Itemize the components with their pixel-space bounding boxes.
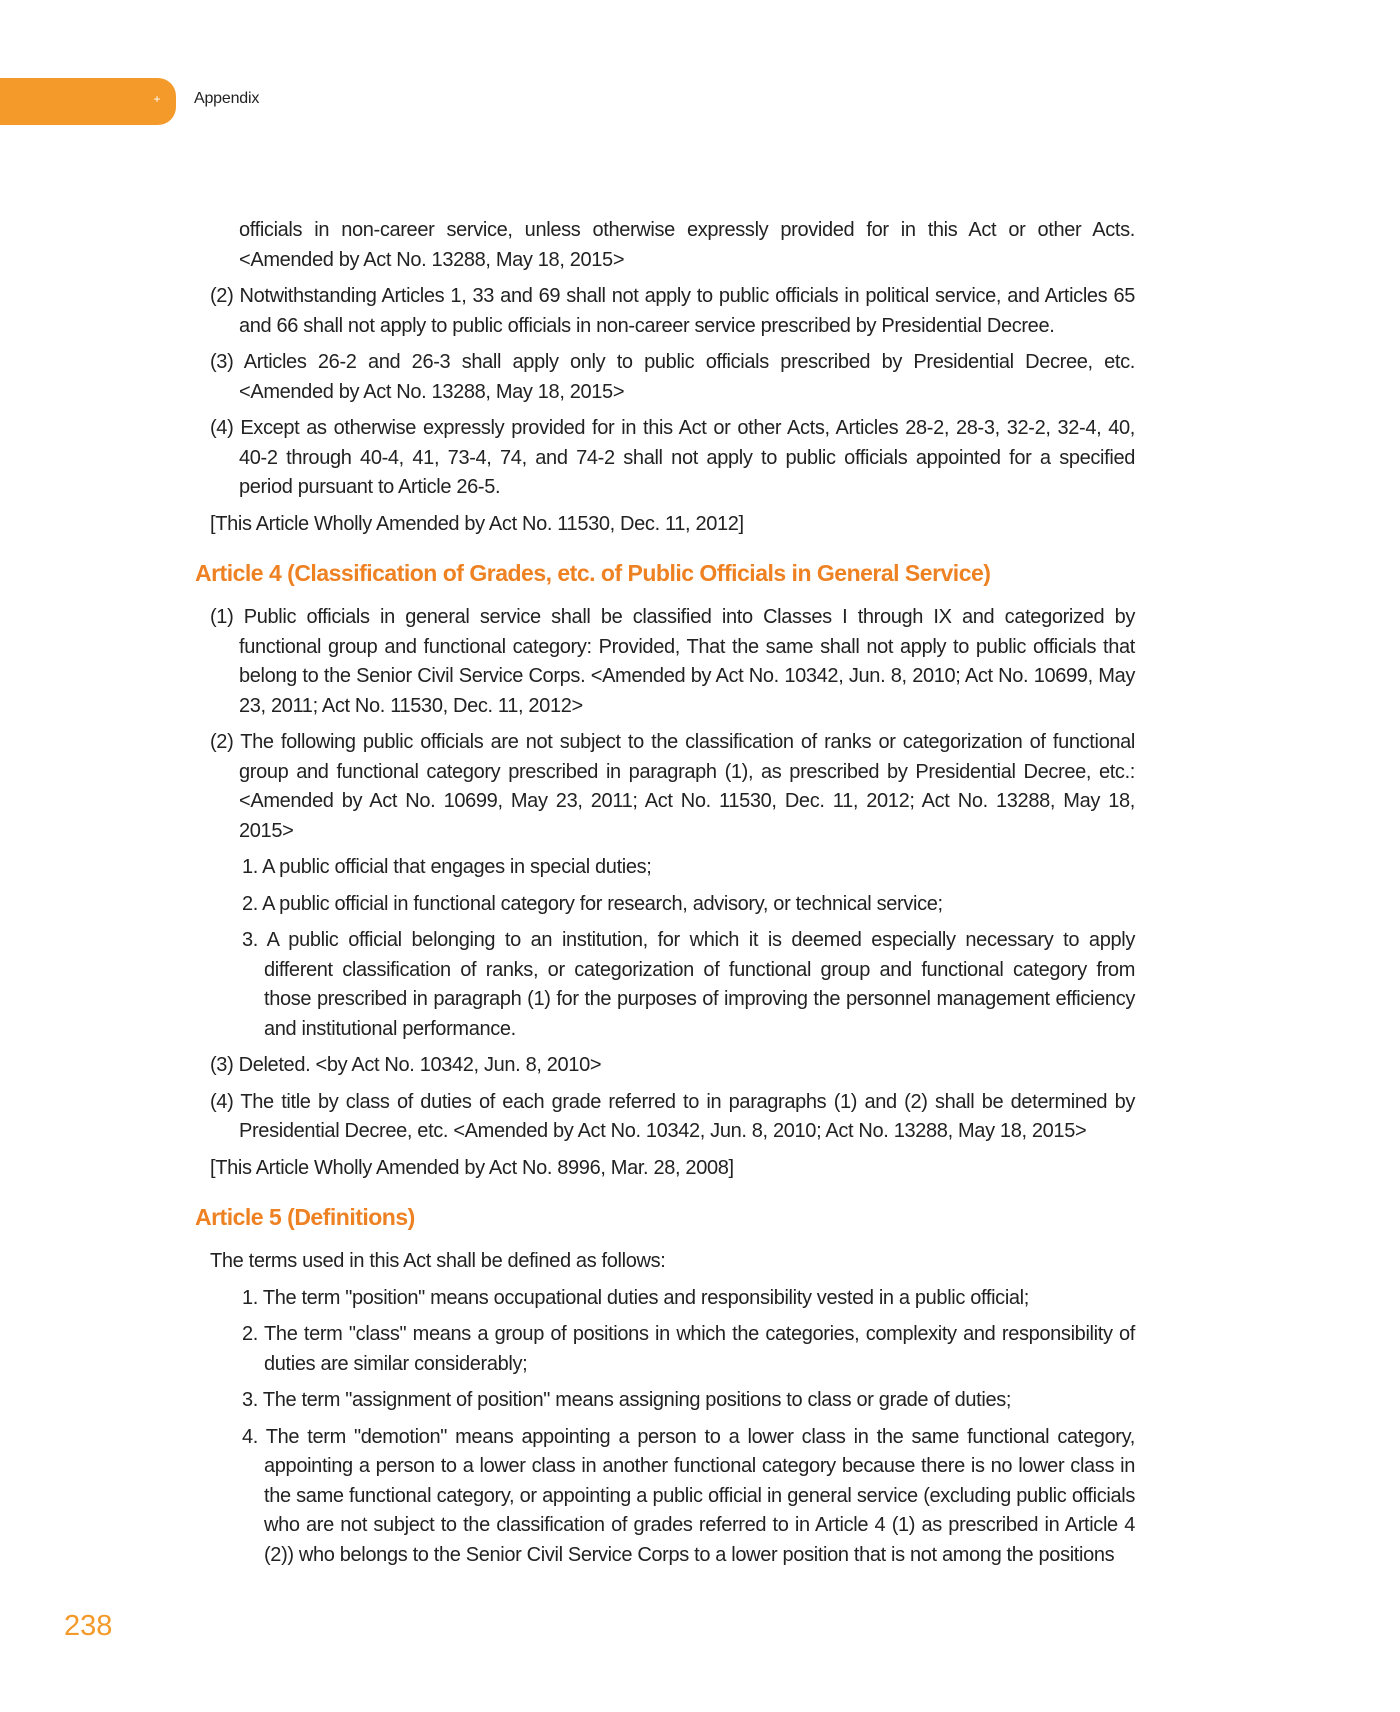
article-4-item-1: (1) Public officials in general service shall be classified into Classes I through IX and categorized by functional group and functional category: Provided, That the same shall not apply to public officials that belong to the Senior Civil Service Corps. <Amended by Act No. 10342, Jun. 8, 2010; Act No. 10699, May 23, 2011; Act No. 11530, Dec. 11, 2012> <box>210 606 1135 717</box>
article-3-item-2: (2) Notwithstanding Articles 1, 33 and 69 shall not apply to public officials in political service, and Articles 65 and 66 shall not apply to public officials in non-career service prescribed by Presidential Decree. <box>210 285 1135 337</box>
article-4-item-3: (3) Deleted. <by Act No. 10342, Jun. 8, 2010> <box>210 1054 602 1076</box>
page-number: 238 <box>64 1610 113 1642</box>
continued-paragraph: officials in non-career service, unless otherwise expressly provided for in this Act or other Acts. <Amended by Act No. 13288, May 18, 2015> <box>239 219 1135 271</box>
article-5-subitem-1: 1. The term "position" means occupational duties and responsibility vested in a public official; <box>242 1286 1029 1309</box>
article-3-note: [This Article Wholly Amended by Act No. 11530, Dec. 11, 2012] <box>210 512 744 535</box>
article-5-intro: The terms used in this Act shall be defined as follows: <box>210 1250 666 1272</box>
header-tab <box>0 78 176 125</box>
article-4-heading: Article 4 (Classification of Grades, etc. of Public Officials in General Service) <box>195 560 991 586</box>
section-label: Appendix <box>194 90 260 107</box>
article-4-subitem-2: 2. A public official in functional category for research, advisory, or technical service; <box>242 892 943 915</box>
article-5-subitem-3: 3. The term "assignment of position" means assigning positions to class or grade of duties; <box>242 1389 1012 1411</box>
article-3-item-3: (3) Articles 26-2 and 26-3 shall apply only to public officials prescribed by Presidential Decree, etc. <Amended by Act No. 13288, May 18, 2015> <box>210 351 1135 403</box>
article-4-subitem-1: 1. A public official that engages in special duties; <box>242 856 652 878</box>
header-marker: + <box>153 92 161 106</box>
document-body <box>195 216 1135 1577</box>
article-5-heading: Article 5 (Definitions) <box>195 1204 415 1230</box>
article-4-subitem-3: 3. A public official belonging to an institution, for which it is deemed especially necessary to apply different classification of ranks, or categorization of functional group and functional category from those prescribed in paragraph (1) for the purposes of improving the personnel management efficiency and institutional performance. <box>242 929 1135 1040</box>
article-3-item-4: (4) Except as otherwise expressly provided for in this Act or other Acts, Articles 28-2, 28-3, 32-2, 32-4, 40, 40-2 through 40-4, 41, 73-4, 74, and 74-2 shall not apply to public officials appointed for a specified period pursuant to Article 26-5. <box>210 417 1135 498</box>
article-4-item-4: (4) The title by class of duties of each grade referred to in paragraphs (1) and (2) shall be determined by Presidential Decree, etc. <Amended by Act No. 10342, Jun. 8, 2010; Act No. 13288, May 18, 2015> <box>210 1090 1135 1142</box>
article-5-subitem-4: 4. The term "demotion" means appointing a person to a lower class in the same functional category, appointing a person to a lower class in another functional category because there is no lower class in the same functional category, or appointing a public official in general service (excluding public officials who are not subject to the classification of grades referred to in Article 4 (1) as prescribed in Article 4 (2)) who belongs to the Senior Civil Service Corps to a lower position that is not among the positions <box>242 1425 1135 1566</box>
article-4-note: [This Article Wholly Amended by Act No. 8996, Mar. 28, 2008] <box>210 1156 734 1179</box>
article-4-item-2: (2) The following public officials are not subject to the classification of ranks or categorization of functional group and functional category prescribed in paragraph (1), as prescribed by Presidential Decree, etc.: <Amended by Act No. 10699, May 23, 2011; Act No. 11530, Dec. 11, 2012; Act No. 13288, May 18, 2015> <box>210 731 1135 842</box>
article-5-subitem-2: 2. The term "class" means a group of positions in which the categories, complexity and responsibility of duties are similar considerably; <box>242 1323 1135 1375</box>
